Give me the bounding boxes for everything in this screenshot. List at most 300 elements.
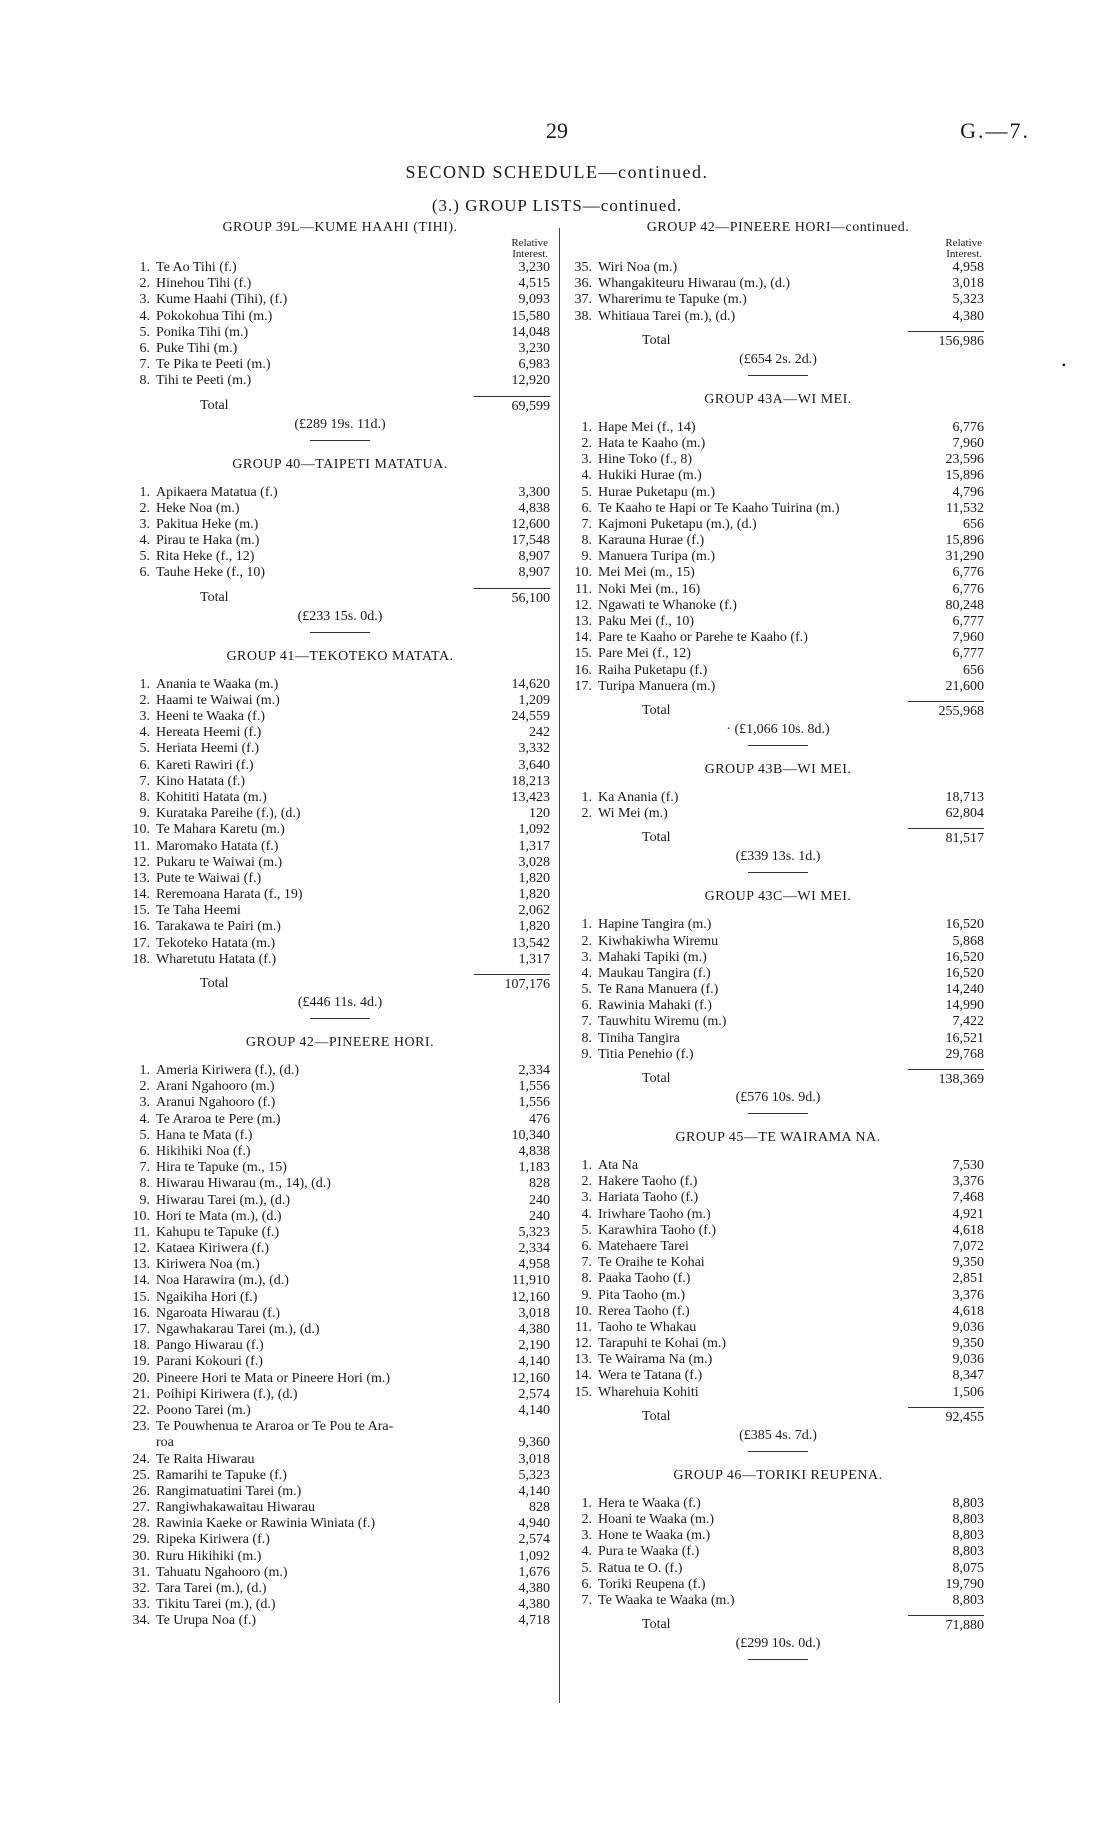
- entry-number: 9.: [581, 549, 592, 565]
- entry-name: Ngaikiha Hori (f.): [156, 1289, 258, 1305]
- entry-value: 6,776: [952, 419, 984, 435]
- entry-number: 33.: [132, 1597, 150, 1613]
- entry-value: 9,350: [952, 1255, 984, 1271]
- entry-value: 4,515: [518, 276, 550, 292]
- entry-row: [130, 1452, 550, 1468]
- section-rule: [748, 1659, 808, 1660]
- entry-row: [572, 1320, 984, 1336]
- entry-number: 5.: [139, 324, 150, 340]
- entry-row: [130, 693, 550, 709]
- entry-row: [572, 1158, 984, 1174]
- entry-name: Hariata Taoho (f.): [598, 1190, 699, 1206]
- entry-name: Kataea Kiriwera (f.): [156, 1241, 270, 1257]
- entry-name: Ngawhakarau Tarei (m.), (d.): [156, 1322, 320, 1337]
- entry-number: 7.: [581, 1592, 592, 1608]
- entry-name: Kohititi Hatata (m.): [156, 789, 267, 805]
- entry-name: Kino Hatata (f.): [156, 773, 246, 789]
- total-label: Total: [642, 1071, 671, 1086]
- entry-row: [572, 1288, 984, 1304]
- total-label: Total: [642, 1408, 671, 1424]
- entry-value: 15,896: [945, 533, 984, 549]
- group-lists-subtitle: (3.) GROUP LISTS—continued.: [431, 196, 683, 215]
- entry-number: 7.: [581, 516, 592, 532]
- entry-value: 7,960: [952, 630, 984, 646]
- entry-value: 9,350: [952, 1336, 984, 1352]
- entry-value: 5,323: [952, 292, 984, 308]
- entry-number: 29.: [132, 1532, 150, 1548]
- entry-value: 7,468: [952, 1190, 984, 1206]
- entry-value: 1,506: [952, 1384, 984, 1400]
- entry-name: Hine Toko (f., 8): [598, 452, 693, 468]
- entry-name: Te Oraihe te Kohai: [598, 1255, 705, 1271]
- entry-value: 19,790: [945, 1576, 984, 1592]
- group-section: [130, 218, 550, 441]
- entry-value: 23,596: [945, 452, 984, 468]
- entry-number: 6.: [581, 500, 592, 516]
- entry-name: Ngaroata Hiwarau (f.): [156, 1305, 280, 1321]
- group-section: [572, 218, 984, 376]
- entry-name: Wharerimu te Tapuke (m.): [598, 292, 747, 308]
- entry-value: 14,990: [945, 998, 984, 1014]
- entry-number: 3.: [139, 709, 150, 724]
- entry-value: 4,796: [952, 484, 984, 500]
- entry-number: 16.: [132, 919, 150, 935]
- entry-value: 3,332: [518, 741, 550, 757]
- entry-name: Ruru Hikihiki (m.): [156, 1548, 262, 1564]
- entry-row: [572, 1593, 984, 1609]
- entry-number: 6.: [139, 1143, 150, 1159]
- entry-row: [572, 790, 984, 806]
- entry-row: [572, 533, 984, 549]
- entry-name: Kareti Rawiri (f.): [156, 757, 254, 773]
- entry-name: Hereata Heemi (f.): [156, 725, 262, 741]
- entry-number: 6.: [581, 1238, 592, 1254]
- entry-row: [572, 917, 984, 933]
- entry-name: Tauwhitu Wiremu (m.): [598, 1014, 727, 1030]
- entry-name: Ata Na: [598, 1158, 639, 1173]
- entry-row: [572, 1577, 984, 1593]
- entry-name: Mahaki Tapiki (m.): [598, 949, 707, 965]
- entry-name: Pirau te Haka (m.): [156, 533, 260, 549]
- entry-number: 1.: [139, 676, 150, 692]
- entry-row: [572, 934, 984, 950]
- entry-value: 8,347: [952, 1368, 984, 1384]
- entry-name: Te Pika te Peeti (m.): [156, 357, 271, 373]
- entry-number: 1.: [139, 260, 150, 275]
- entry-row: [130, 774, 550, 790]
- entry-row: [572, 1014, 984, 1030]
- entry-row: [572, 260, 984, 276]
- entry-name: Paku Mei (f., 10): [598, 614, 695, 629]
- entry-number: 2.: [139, 500, 150, 516]
- total-value: 107,176: [474, 974, 550, 994]
- group-heading: GROUP 39L—KUME HAAHI (TIHI).: [222, 220, 458, 235]
- entry-name: Karawhira Taoho (f.): [598, 1222, 717, 1238]
- entry-row: [130, 903, 550, 919]
- entry-value: 2,190: [518, 1338, 550, 1354]
- entry-value: 1,556: [518, 1095, 550, 1111]
- entry-row: [130, 1193, 550, 1209]
- entry-value: 6,983: [518, 357, 550, 373]
- entry-value: 14,048: [511, 324, 550, 340]
- entry-value: 31,290: [945, 549, 984, 565]
- entry-name: Te Mahara Karetu (m.): [156, 822, 285, 838]
- margin-mark: •: [1061, 358, 1066, 372]
- entry-number: 11.: [133, 838, 150, 854]
- entry-number: 6.: [139, 340, 150, 356]
- entry-number: 25.: [132, 1467, 150, 1483]
- entry-number: 2.: [581, 1512, 592, 1527]
- entry-number: 7.: [139, 1160, 150, 1176]
- entry-number: 1.: [581, 917, 592, 933]
- entry-value: 6,777: [952, 646, 984, 662]
- entry-value: 4,140: [518, 1402, 550, 1418]
- entry-name: Rita Heke (f., 12): [156, 549, 255, 565]
- entry-number: 1.: [581, 1158, 592, 1173]
- entry-row: [130, 1338, 550, 1354]
- entry-value: 3,018: [518, 1305, 550, 1321]
- entry-value: 2,334: [518, 1241, 550, 1257]
- column-divider: [559, 228, 560, 1703]
- entry-value: 3,018: [518, 1451, 550, 1467]
- entry-name: Noa Harawira (m.), (d.): [156, 1273, 289, 1289]
- entry-number: 6.: [581, 998, 592, 1014]
- group-spacer: [572, 410, 984, 420]
- entry-number: 15.: [132, 903, 150, 919]
- entry-value: 6,776: [952, 581, 984, 597]
- entry-row: [130, 1306, 550, 1322]
- entry-value: 3,028: [518, 854, 550, 870]
- group-section: [572, 887, 984, 1114]
- entry-value: 13,542: [511, 935, 550, 951]
- entry-value: 8,803: [952, 1512, 984, 1527]
- entry-name: Hoani te Waaka (m.): [598, 1512, 715, 1527]
- entry-number: 8.: [139, 1176, 150, 1192]
- entry-name: Ratua te O. (f.): [598, 1560, 683, 1576]
- total-amount: (£339 13s. 1d.): [735, 849, 821, 865]
- entry-value: 5,868: [952, 933, 984, 949]
- total-amount: (£446 11s. 4d.): [297, 995, 383, 1010]
- group-spacer: [572, 780, 984, 790]
- entry-name: Pare te Kaaho or Parehe te Kaaho (f.): [598, 630, 808, 646]
- entry-row: [572, 663, 984, 679]
- entry-number: 1.: [581, 789, 592, 805]
- entry-number: 9.: [581, 1046, 592, 1062]
- entry-row: [572, 1512, 984, 1528]
- entry-number: 5.: [139, 741, 150, 757]
- entry-row: [130, 1581, 550, 1597]
- entry-row: [572, 806, 984, 822]
- entry-name: Te Ao Tihi (f.): [156, 260, 237, 275]
- entry-name: Tahuatu Ngahooro (m.): [156, 1564, 288, 1580]
- entry-number: 5.: [581, 484, 592, 500]
- entry-value: 4,140: [518, 1354, 550, 1370]
- entry-name: Ngawati te Whanoke (f.): [598, 597, 737, 613]
- entry-value: 18,713: [945, 789, 984, 805]
- entry-number: 6.: [139, 757, 150, 773]
- entry-row: [130, 1484, 550, 1500]
- total-amount: · (£1,066 10s. 8d.): [726, 721, 830, 737]
- entry-value: 2,574: [518, 1532, 550, 1548]
- section-rule: [748, 872, 808, 873]
- section-rule: [310, 632, 370, 633]
- entry-number: 8.: [581, 533, 592, 549]
- entry-number: 3.: [139, 516, 150, 532]
- entry-value: 2,574: [518, 1386, 550, 1402]
- entry-name: Anania te Waaka (m.): [156, 676, 279, 692]
- entry-row: [572, 630, 984, 646]
- entry-name: Wharetutu Hatata (f.): [156, 951, 277, 967]
- entry-value: 120: [529, 806, 550, 822]
- entry-row: [572, 452, 984, 468]
- entry-value: 4,618: [952, 1303, 984, 1319]
- entry-value: 5,323: [518, 1467, 550, 1483]
- entry-number: 10.: [574, 1303, 592, 1319]
- entry-name: Haami te Waiwai (m.): [156, 692, 280, 708]
- entry-number: 6.: [581, 1576, 592, 1592]
- entry-value: 16,521: [945, 1030, 984, 1046]
- entry-name: Ponika Tihi (m.): [156, 324, 249, 340]
- entry-number: 3.: [581, 452, 592, 468]
- total-row: [130, 396, 550, 416]
- entry-name: Toriki Reupena (f.): [598, 1576, 706, 1592]
- total-value: 255,968: [908, 701, 984, 721]
- total-label: Total: [642, 1617, 671, 1633]
- entry-row: [130, 1468, 550, 1484]
- entry-name: Pineere Hori te Mata or Pineere Hori (m.): [156, 1370, 391, 1386]
- entry-row: [130, 1290, 550, 1306]
- entry-row: [130, 565, 550, 581]
- entry-row: [130, 533, 550, 549]
- entry-row: [130, 341, 550, 357]
- entry-row: [130, 1160, 550, 1176]
- entry-value: 8,803: [952, 1544, 984, 1560]
- entry-value: 1,209: [518, 692, 550, 708]
- entry-value: 8,907: [518, 565, 550, 581]
- entry-row: [130, 549, 550, 565]
- entry-number: 4.: [139, 1111, 150, 1127]
- entry-number: 4.: [581, 1544, 592, 1560]
- entry-value: 11,910: [512, 1273, 550, 1289]
- entry-number: 22.: [132, 1402, 150, 1418]
- entry-number: 1.: [139, 484, 150, 500]
- entry-value: 7,072: [952, 1238, 984, 1254]
- entry-value: 10,340: [511, 1127, 550, 1143]
- entry-row: [130, 919, 550, 935]
- relative-interest-line: Relative: [945, 237, 982, 249]
- entry-name: Ripeka Kiriwera (f.): [156, 1532, 270, 1548]
- entry-name: Maromako Hatata (f.): [156, 838, 279, 854]
- entry-number: 10.: [574, 565, 592, 581]
- entry-row: [572, 1223, 984, 1239]
- entry-value: 8,803: [952, 1592, 984, 1608]
- entry-number: 30.: [132, 1548, 150, 1564]
- entry-value: 16,520: [945, 949, 984, 965]
- group-section: [130, 455, 550, 633]
- entry-name: Iriwhare Taoho (m.): [598, 1206, 711, 1222]
- entry-row: [130, 936, 550, 952]
- entry-name: Noki Mei (m., 16): [598, 581, 701, 597]
- entry-name: Te Kaaho te Hapi or Te Kaaho Tuirina (m.): [598, 500, 840, 516]
- entry-row: [130, 357, 550, 373]
- entry-value: 3,300: [518, 484, 550, 500]
- group-heading: GROUP 46—TORIKI REUPENA.: [673, 1467, 883, 1483]
- total-row: [572, 1615, 984, 1635]
- entry-row: [572, 436, 984, 452]
- entry-value: 3,640: [518, 757, 550, 773]
- entry-number: 10.: [132, 822, 150, 838]
- entry-row: [572, 1031, 984, 1047]
- entry-name: Pokokohua Tihi (m.): [156, 308, 273, 324]
- entry-value: 1,183: [518, 1160, 550, 1176]
- entry-row: [130, 1322, 550, 1338]
- entry-row: [130, 1225, 550, 1241]
- entry-number: 11.: [575, 1319, 592, 1335]
- entry-row: [130, 1565, 550, 1581]
- entry-name: Hurae Puketapu (m.): [598, 484, 716, 500]
- entry-number: 26.: [132, 1483, 150, 1499]
- total-row: [130, 588, 550, 608]
- group-section: [130, 1033, 550, 1630]
- entry-row: [572, 485, 984, 501]
- group-heading: GROUP 42—PINEERE HORI.: [245, 1035, 435, 1050]
- entry-number: 4.: [581, 1206, 592, 1222]
- entry-number: 14.: [574, 1368, 592, 1384]
- entry-row: [130, 758, 550, 774]
- entry-value: 3,230: [518, 260, 550, 275]
- entry-value: 12,160: [511, 1289, 550, 1305]
- entry-number: 14.: [574, 630, 592, 646]
- entry-name: Hinehou Tihi (f.): [156, 276, 252, 292]
- entry-number: 8.: [581, 1030, 592, 1046]
- entry-name: Wharehuia Kohiti: [598, 1384, 699, 1400]
- entry-value: 2,062: [518, 903, 550, 919]
- entry-row: [130, 1176, 550, 1192]
- entry-value: 828: [529, 1500, 550, 1516]
- entry-value: 1,676: [518, 1564, 550, 1580]
- entry-row: [572, 1255, 984, 1271]
- entry-number: 5.: [581, 1222, 592, 1238]
- total-amount: (£654 2s. 2d.): [739, 351, 817, 367]
- entry-value: 4,958: [952, 260, 984, 275]
- entry-number: 18.: [132, 951, 150, 967]
- entry-number: 4.: [581, 965, 592, 981]
- entry-number: 13.: [132, 870, 150, 886]
- entry-name: Pakitua Heke (m.): [156, 516, 259, 532]
- entry-row: [572, 1207, 984, 1223]
- entry-name: Maukau Tangira (f.): [598, 965, 711, 981]
- entry-row: [572, 966, 984, 982]
- entry-number: 24.: [132, 1451, 150, 1467]
- entry-number: 6.: [139, 565, 150, 581]
- entry-name: Hera te Waaka (f.): [598, 1495, 701, 1511]
- entry-value: 9,360: [518, 1435, 550, 1451]
- entry-row: [572, 1174, 984, 1190]
- entry-number: 4.: [139, 725, 150, 741]
- entry-number: 12.: [574, 1336, 592, 1352]
- entry-row: [130, 1500, 550, 1516]
- entry-number: 3.: [581, 949, 592, 965]
- group-spacer: [130, 475, 550, 485]
- entry-row: [130, 709, 550, 725]
- entry-value: 3,018: [952, 276, 984, 292]
- entry-number: 13.: [574, 614, 592, 629]
- entry-row: [130, 839, 550, 855]
- entry-value: 240: [529, 1192, 550, 1208]
- entry-value: 14,620: [511, 676, 550, 692]
- entry-name: Karauna Hurae (f.): [598, 533, 705, 549]
- total-value: 71,880: [908, 1615, 984, 1635]
- relative-interest-line: Interest.: [946, 248, 982, 260]
- entry-name: Heeni te Waaka (f.): [156, 709, 265, 724]
- entry-number: 10.: [132, 1208, 150, 1224]
- entry-value: 8,803: [952, 1528, 984, 1544]
- entry-name: Hape Mei (f., 14): [598, 419, 696, 435]
- entry-name: Tarapuhi te Kohai (m.): [598, 1336, 727, 1352]
- entry-row: [130, 292, 550, 308]
- entry-value: 1,556: [518, 1079, 550, 1095]
- entry-name: Pango Hiwarau (f.): [156, 1338, 264, 1354]
- entry-row: [130, 325, 550, 341]
- entry-row: [572, 582, 984, 598]
- entry-number: 9.: [139, 1192, 150, 1208]
- entry-number: 14.: [132, 887, 150, 903]
- entry-number: 4.: [139, 308, 150, 324]
- entry-value: 8,907: [518, 549, 550, 565]
- entry-row: [572, 1368, 984, 1384]
- entry-number: 7.: [581, 1255, 592, 1271]
- entry-row: [130, 1516, 550, 1532]
- entry-value: 15,580: [511, 308, 550, 324]
- entry-number: 7.: [581, 1014, 592, 1030]
- entry-row: [572, 1304, 984, 1320]
- group-section: [130, 647, 550, 1019]
- entry-name: Tarakawa te Pairi (m.): [156, 919, 281, 935]
- entry-row: [572, 679, 984, 695]
- entry-value: 12,920: [511, 373, 550, 389]
- section-rule: [748, 745, 808, 746]
- entry-name: Heriata Heemi (f.): [156, 741, 259, 757]
- entry-row: [572, 1336, 984, 1352]
- total-row: [572, 828, 984, 848]
- entry-number: 36.: [574, 276, 592, 292]
- entry-name: Paaka Taoho (f.): [598, 1271, 691, 1287]
- entry-row: [130, 1112, 550, 1128]
- entry-number: 8.: [581, 1271, 592, 1287]
- entry-number: 2.: [581, 806, 592, 822]
- entry-number: 16.: [574, 662, 592, 678]
- entry-name: Te Waaka te Waaka (m.): [598, 1592, 735, 1608]
- entry-number: 1.: [139, 1063, 150, 1078]
- group-spacer: [130, 667, 550, 677]
- entry-number: 7.: [139, 357, 150, 373]
- entry-name: Tikitu Tarei (m.), (d.): [156, 1597, 276, 1613]
- group-section: [572, 1466, 984, 1660]
- entry-name: Reremoana Harata (f., 19): [156, 887, 303, 903]
- entry-row: [572, 276, 984, 292]
- entry-value: 1,820: [518, 870, 550, 886]
- entry-value: 3,376: [952, 1287, 984, 1303]
- entry-row: [572, 501, 984, 517]
- entry-value: 13,423: [511, 789, 550, 805]
- entry-name: Hori te Mata (m.), (d.): [156, 1208, 282, 1224]
- entry-number: 17.: [132, 935, 150, 951]
- entry-row: [130, 1387, 550, 1403]
- entry-value: 80,248: [945, 597, 984, 613]
- entry-value: 7,530: [952, 1158, 984, 1173]
- entry-value: 16,520: [945, 965, 984, 981]
- entry-value: 4,380: [518, 1597, 550, 1613]
